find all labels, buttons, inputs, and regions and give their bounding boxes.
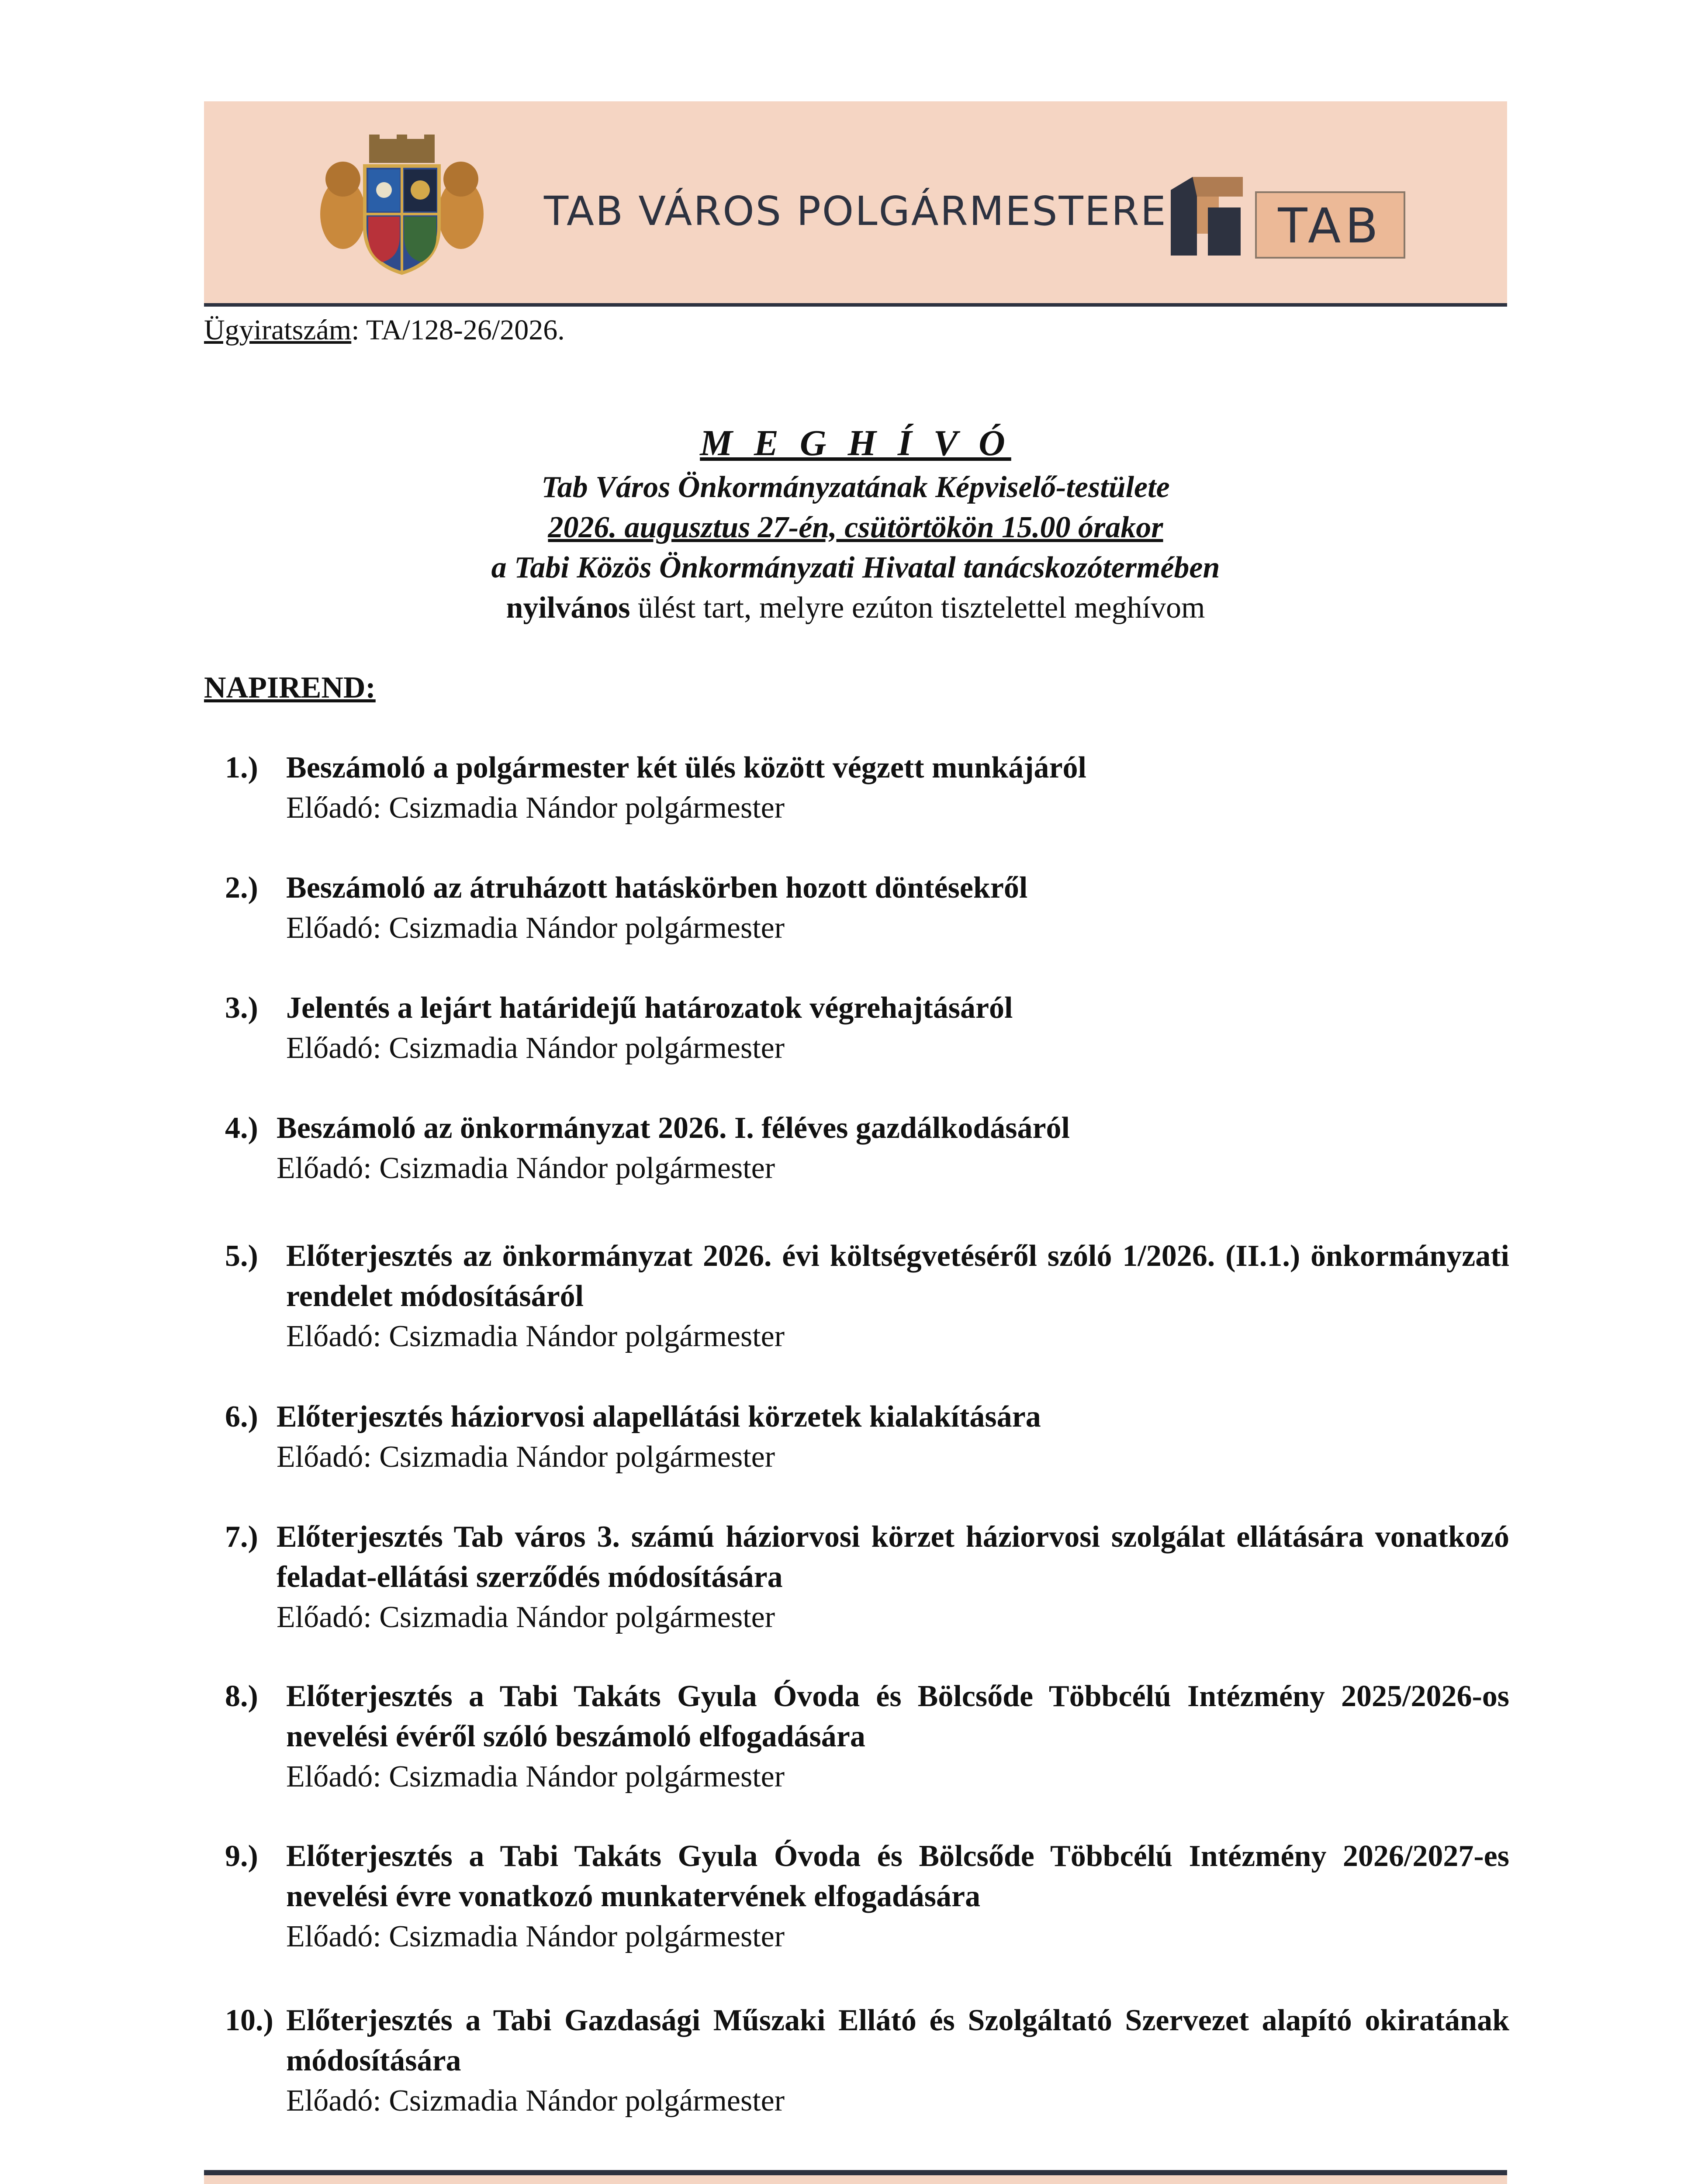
invitation-body-line4-rest: ülést tart, melyre ezúton tisztelettel meghívom [630, 591, 1205, 625]
agenda-item-title: Beszámoló a polgármester két ülés között végzett munkájáról [286, 751, 1086, 784]
agenda-item [225, 1236, 1509, 1357]
agenda-item-number: 5.) [225, 1239, 258, 1273]
footer-rule [204, 2170, 1507, 2175]
coat-of-arms-icon [317, 131, 487, 275]
agenda-item [225, 1397, 1509, 1477]
invitation-location: a Tabi Közös Önkormányzati Hivatal tanácskozótermében [491, 551, 1220, 584]
public-label: nyilvános [506, 591, 630, 625]
agenda-heading: NAPIREND: [204, 671, 376, 705]
agenda-item-title: Előterjesztés az önkormányzat 2026. évi költségvetéséről szóló 1/2026. (II.1.) önkormányzati rendelet módosításáról [286, 1239, 1509, 1313]
invitation-body-line1: Tab Város Önkormányzatának Képviselő-testülete [541, 470, 1170, 504]
agenda-item-number: 1.) [225, 751, 258, 784]
case-number [204, 314, 565, 347]
agenda-item-title: Beszámoló az átruházott hatáskörben hozott döntésekről [286, 871, 1028, 905]
agenda-item-presenter: Előadó: Csizmadia Nándor polgármester [286, 1031, 785, 1065]
agenda-item [225, 2001, 1509, 2121]
letterhead-footer [204, 2175, 1507, 2184]
agenda-item-number: 10.) [225, 2004, 273, 2037]
agenda-item-number: 9.) [225, 1839, 258, 1873]
agenda-item-number: 6.) [225, 1400, 258, 1434]
case-number-label: Ügyiratszám [204, 314, 352, 346]
agenda-item-presenter: Előadó: Csizmadia Nándor polgármester [286, 2084, 785, 2118]
agenda-item-presenter: Előadó: Csizmadia Nándor polgármester [286, 911, 785, 945]
agenda-item-presenter: Előadó: Csizmadia Nándor polgármester [277, 1440, 775, 1474]
agenda-item-number: 7.) [225, 1520, 258, 1554]
agenda-item-presenter: Előadó: Csizmadia Nándor polgármester [286, 1320, 785, 1353]
agenda-item-presenter: Előadó: Csizmadia Nándor polgármester [286, 1920, 785, 1953]
agenda-item-title: Beszámoló az önkormányzat 2026. I. féléves gazdálkodásáról [277, 1111, 1070, 1145]
agenda-item-presenter: Előadó: Csizmadia Nándor polgármester [277, 1151, 775, 1185]
agenda-item-number: 2.) [225, 871, 258, 905]
agenda-item [225, 988, 1509, 1068]
agenda-item-title: Előterjesztés Tab város 3. számú háziorvosi körzet háziorvosi szolgálat ellátására vonatkozó feladat-ellátási szerződés módosítására [277, 1520, 1509, 1594]
agenda-item-presenter: Előadó: Csizmadia Nándor polgármester [286, 1760, 785, 1794]
invitation-title: M E G H Í V Ó [700, 423, 1011, 463]
agenda-item-title: Előterjesztés háziorvosi alapellátási körzetek kialakítására [277, 1400, 1041, 1434]
header-rule [204, 303, 1507, 307]
invitation-body-line4 [204, 588, 1507, 628]
agenda-item-number: 8.) [225, 1679, 258, 1713]
case-number-value: : TA/128-26/2026. [351, 314, 565, 346]
agenda-item-number: 4.) [225, 1111, 258, 1145]
agenda-item-presenter: Előadó: Csizmadia Nándor polgármester [277, 1600, 775, 1634]
invitation-date: 2026. augusztus 27-én, csütörtökön 15.00 órakor [548, 511, 1163, 544]
agenda-item-title: Jelentés a lejárt határidejű határozatok végrehajtásáról [286, 991, 1013, 1025]
agenda-item-title: Előterjesztés a Tabi Gazdasági Műszaki Ellátó és Szolgáltató Szervezet alapító okiratának módosítására [286, 2004, 1509, 2077]
agenda-item [225, 748, 1509, 828]
agenda-item-number: 3.) [225, 991, 258, 1025]
agenda-item [225, 1836, 1509, 1957]
agenda-item [225, 1676, 1509, 1797]
agenda-item-title: Előterjesztés a Tabi Takáts Gyula Óvoda és Bölcsőde Többcélú Intézmény 2026/2027-es nevelési évre vonatkozó munkatervének elfogadására [286, 1839, 1509, 1913]
agenda-item [225, 1517, 1509, 1638]
letterhead-title: TAB VÁROS POLGÁRMESTERE [544, 188, 1167, 235]
agenda-item [225, 1108, 1509, 1189]
tab-logo-icon [1166, 173, 1411, 264]
agenda-item-title: Előterjesztés a Tabi Takáts Gyula Óvoda és Bölcsőde Többcélú Intézmény 2025/2026-os nevelési évéről szóló beszámoló elfogadására [286, 1679, 1509, 1753]
agenda-item-presenter: Előadó: Csizmadia Nándor polgármester [286, 791, 785, 825]
agenda-item [225, 868, 1509, 948]
svg-text:TAB: TAB [1278, 198, 1383, 254]
invitation-block [204, 419, 1507, 628]
